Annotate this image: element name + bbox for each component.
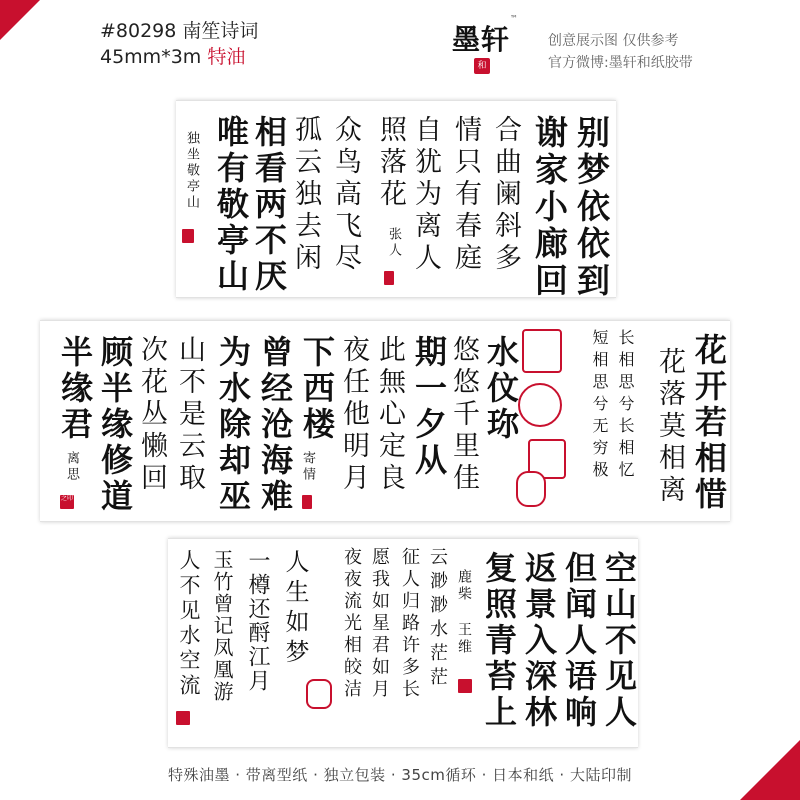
poem-column: 顾半缘修道 [96, 335, 134, 515]
poem-column: 人不见水空流 [177, 549, 201, 699]
brand-seal-icon: 和 [474, 58, 490, 74]
poem-column: 空山不见人 [600, 551, 638, 731]
poem-column: 复照青苔上 [480, 551, 518, 731]
poem-column: 悠悠千里佳 [448, 335, 479, 495]
poem-column: 下西楼 [298, 335, 336, 443]
poem-column: 一樽还酹江月 [245, 549, 270, 693]
seal-icon [302, 495, 312, 509]
poem-column: 返景入深林 [520, 551, 558, 731]
poem-column: 次花丛懒回 [136, 335, 167, 495]
product-info [100, 18, 258, 70]
tape-sample-2 [40, 320, 730, 522]
seal-icon [182, 229, 194, 243]
poem-column: 合曲阑斜多 [490, 115, 521, 275]
seal-icon: 之印 [60, 495, 74, 509]
poem-column: 山不是云取 [174, 335, 205, 495]
disclaimer-line-1: 创意展示图 仅供参考 [548, 33, 679, 49]
feature-list: 特殊油墨 · 带离型纸 · 独立包装 · 35cm循环 · 日本和纸 · 大陆印制 [168, 766, 632, 784]
poet-signature: 张人 [386, 227, 401, 259]
poem-title-signature: 鹿柴 王维 [456, 569, 472, 656]
tape-sample-1 [176, 100, 616, 298]
poem-column: 征人归路许多长 [399, 547, 420, 701]
spec-size: 45mm*3m [100, 46, 202, 68]
poem-column: 照落花 [375, 115, 406, 211]
poem-column: 此無心定良 [374, 335, 405, 495]
poem-column: 谢家小廊回 [530, 115, 569, 300]
poem-column: 人生如梦 [281, 549, 309, 669]
poem-column: 云渺渺水茫茫 [427, 547, 448, 691]
disclaimer [548, 30, 693, 74]
poem-column: 半缘君 [56, 335, 94, 443]
poem-column: 水伩珎 [482, 335, 520, 443]
poem-column: 但闻人语响 [560, 551, 598, 731]
poem-title-signature: 寄情 [300, 451, 315, 483]
seal-icon [518, 383, 562, 427]
poem-column: 相看两不厌 [250, 115, 288, 295]
poem-column: 自犹为离人 [410, 115, 441, 275]
poem-column: 玉竹曾记凤凰游 [210, 549, 234, 703]
brand-logo [452, 14, 532, 84]
poem-column: 长相思兮长相忆 [616, 329, 635, 483]
spec-ink-type: 特油 [207, 46, 246, 68]
poem-column: 愿我如星君如月 [369, 547, 390, 701]
poem-column: 众鸟高飞尽 [330, 115, 361, 275]
poem-column: 花落莫相离 [654, 347, 685, 507]
brand-trademark: ™ [510, 14, 518, 23]
corner-decoration-top-left [0, 0, 40, 40]
seal-icon [516, 471, 546, 507]
product-code: #80298 南笙诗词 [100, 20, 259, 42]
poem-column: 孤云独去闲 [290, 115, 321, 275]
poem-column: 情只有春庭 [450, 115, 481, 275]
seal-icon [384, 271, 394, 285]
seal-icon [176, 711, 190, 725]
disclaimer-line-2: 官方微博:墨轩和纸胶带 [548, 55, 693, 71]
poem-column: 夜任他明月 [338, 335, 369, 495]
tape-sample-3 [168, 538, 638, 748]
poem-column: 为水除却巫 [214, 335, 252, 515]
poem-title-signature: 独坐敬亭山 [184, 131, 199, 211]
poem-column: 别梦依依到 [572, 115, 611, 300]
seal-icon [458, 679, 472, 693]
seal-icon [306, 679, 332, 709]
poem-column: 花开若相惜 [690, 333, 728, 513]
poem-column: 唯有敬亭山 [212, 115, 250, 295]
poem-column: 曾经沧海难 [256, 335, 294, 515]
poem-column: 夜夜流光相皎洁 [341, 547, 362, 701]
poem-column: 短相思兮无穷极 [590, 329, 609, 483]
product-spec [100, 44, 258, 70]
brand-name: 墨轩 [452, 23, 511, 56]
poem-title-signature: 离思 [64, 451, 79, 483]
seal-icon [522, 329, 562, 373]
poem-column: 期一夕从 [410, 335, 448, 479]
